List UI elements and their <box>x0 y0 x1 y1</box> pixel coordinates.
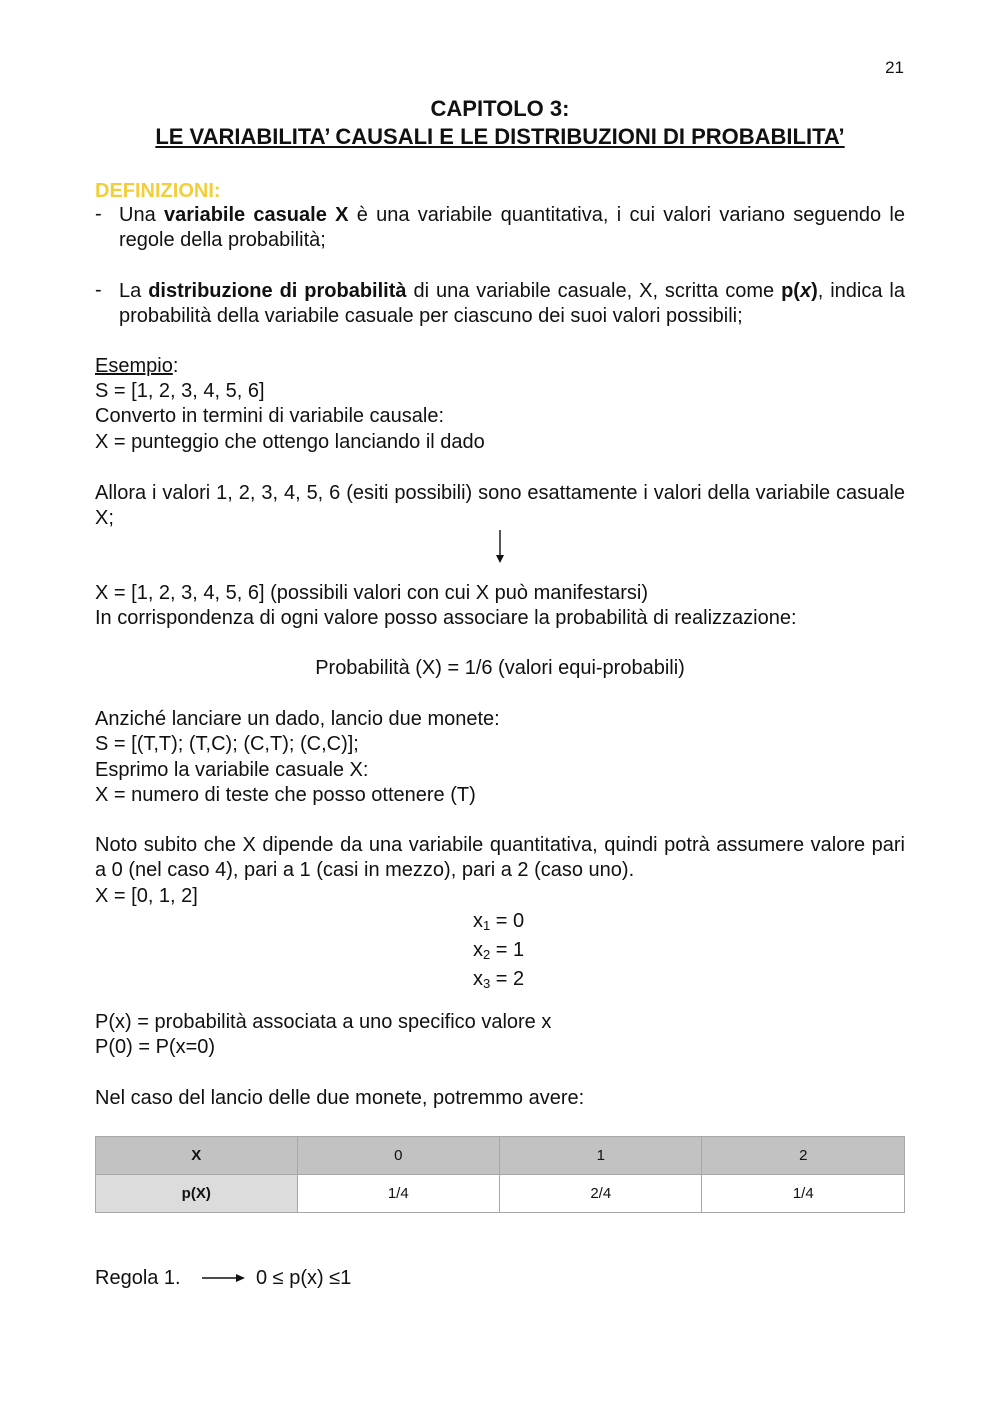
def2-mid: di una variabile casuale, X, scritta come <box>406 280 782 302</box>
definition-item-1 <box>119 203 905 253</box>
sample-space-coins: S = [(T,T); (T,C); (C,T); (C,C)]; <box>95 733 359 755</box>
example-label: Esempio: <box>95 355 179 377</box>
sample-space-die: S = [1, 2, 3, 4, 5, 6] <box>95 380 265 402</box>
example-text: X = numero di teste che posso ottenere (T) <box>95 784 476 806</box>
table-row <box>96 1175 905 1213</box>
def2-func-close: ) <box>811 280 818 302</box>
def2-term: distribuzione di probabilità <box>148 280 407 302</box>
def1-post: è una variabile quantitativa, i cui valori variano seguendo le regole della probabilità; <box>119 204 905 251</box>
example-text: X = punteggio che ottengo lanciando il dado <box>95 431 485 453</box>
chapter-title: CAPITOLO 3: <box>430 96 570 121</box>
table-header-cell: X <box>96 1137 298 1175</box>
probability-table <box>95 1136 905 1213</box>
table-cell: 1/4 <box>702 1175 905 1213</box>
table-header-cell: 1 <box>500 1137 702 1175</box>
bullet-dash: - <box>95 203 102 225</box>
definitions-heading: DEFINIZIONI: <box>95 180 221 202</box>
def2-func-var: x <box>799 280 812 302</box>
table-header-cell: 0 <box>297 1137 499 1175</box>
def1-pre: Una <box>119 204 164 226</box>
example-text: In corrispondenza di ogni valore posso associare la probabilità di realizzazione: <box>95 607 797 629</box>
example-text: P(0) = P(x=0) <box>95 1036 216 1058</box>
bullet-dash: - <box>95 279 102 301</box>
example-text: Converto in termini di variabile causale: <box>95 405 445 427</box>
page-number: 21 <box>885 58 904 77</box>
example-text: P(x) = probabilità associata a uno specifico valore x <box>95 1011 552 1033</box>
x-values-list <box>473 909 524 996</box>
probability-formula: Probabilità (X) = 1/6 (valori equi-probabili) <box>315 657 685 679</box>
example-text: Esprimo la variabile casuale X: <box>95 759 369 781</box>
x-value-item: $x_2 = 1$ <box>473 939 525 962</box>
definition-item-2 <box>119 279 905 329</box>
rule-label: Regola 1. <box>95 1267 181 1289</box>
example-text: Nel caso del lancio delle due monete, potremmo avere: <box>95 1087 585 1109</box>
table-header-row <box>96 1137 905 1175</box>
table-cell: 1/4 <box>297 1175 499 1213</box>
arrow-right-icon <box>202 1271 246 1285</box>
example-text: X = [1, 2, 3, 4, 5, 6] (possibili valori con cui X può manifestarsi) <box>95 582 649 604</box>
def2-pre: La <box>119 280 149 302</box>
table-row-label: p(X) <box>96 1175 298 1213</box>
example-paragraph: Noto subito che X dipende da una variabile quantitativa, quindi potrà assumere valore pari a 0 (nel caso 4), pari a 1 (casi in mezzo), pari a 2 (caso uno). <box>95 834 905 881</box>
chapter-subtitle: LE VARIABILITA’ CAUSALI E LE DISTRIBUZIONI DI PROBABILITA’ <box>155 124 845 149</box>
arrow-down-icon <box>495 530 505 564</box>
def2-func-open: p( <box>781 280 800 302</box>
rule-formula: 0 ≤ p(x) ≤1 <box>256 1267 352 1289</box>
example-text: Anziché lanciare un dado, lancio due monete: <box>95 708 500 730</box>
def2-post: , indica la probabilità della variabile casuale per ciascuno dei suoi valori possibili; <box>119 280 905 327</box>
x-value-item: $x_1 = 0$ <box>473 910 525 933</box>
x-value-item: $x_3 = 2$ <box>473 968 525 991</box>
def1-term: variabile casuale X <box>163 204 349 226</box>
example-paragraph: Allora i valori 1, 2, 3, 4, 5, 6 (esiti possibili) sono esattamente i valori della variabile casuale X; <box>95 482 905 529</box>
example-text: X = [0, 1, 2] <box>95 885 198 907</box>
table-cell: 2/4 <box>500 1175 702 1213</box>
table-header-cell: 2 <box>702 1137 905 1175</box>
